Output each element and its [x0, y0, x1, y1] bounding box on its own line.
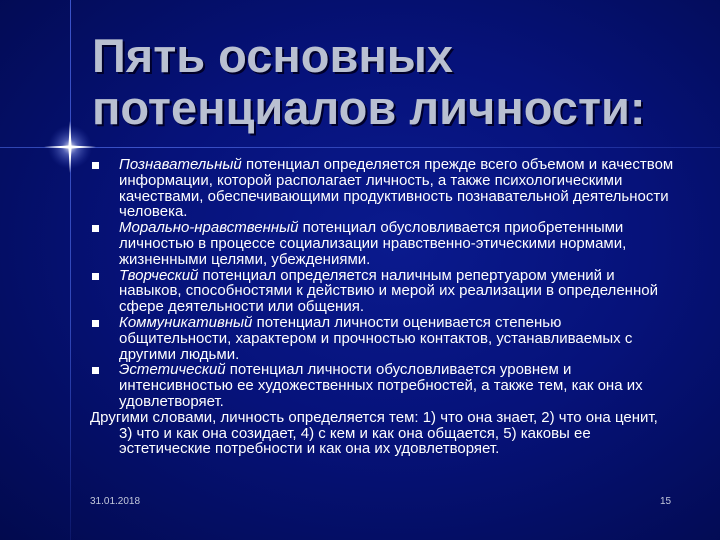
bullet-text: потенциал личности обусловливается уровнем и интенсивностью ее художественных потребностей, а также тем, как она их удовлетворяет. — [119, 361, 643, 410]
bullet-text: потенциал определяется наличным репертуаром умений и навыков, способностями к действию и мерой их реализации в определенной сфере деятельности или общения. — [119, 266, 658, 316]
bullet-text: потенциал определяется прежде всего объемом и качеством информации, которой располагает личность, а также психологическими качествами, обеспечивающими продуктивность познавательной деятельности человека. — [119, 156, 674, 221]
vertical-accent-line — [70, 0, 71, 540]
title-line-1: Пять основных — [92, 29, 454, 82]
slide-title — [92, 30, 692, 134]
bullet-item — [90, 315, 675, 362]
square-bullet-icon — [92, 273, 99, 280]
bullet-lead: Творческий — [119, 266, 199, 284]
bullet-item — [90, 220, 675, 267]
content-area — [90, 157, 675, 457]
bullet-text: потенциал личности оценивается степенью общительности, характером и прочностью контактов, устанавливаемых с другими людьми. — [119, 313, 633, 363]
square-bullet-icon — [92, 367, 99, 374]
bullet-lead: Коммуникативный — [119, 313, 253, 331]
square-bullet-icon — [92, 162, 99, 169]
bullet-lead: Морально-нравственный — [119, 219, 299, 237]
title-line-2: потенциалов личности: — [92, 81, 646, 134]
bullet-item — [90, 362, 675, 409]
slide-date: 31.01.2018 — [90, 496, 141, 507]
bullet-lead: Познавательный — [119, 156, 242, 173]
horizontal-accent-line — [0, 147, 720, 148]
bullet-text: потенциал обусловливается приобретенными личностью в процессе социализации нравственно-этическими нормами, жизненными целями, убеждениями. — [119, 219, 627, 268]
summary-paragraph: Другими словами, личность определяется тем: 1) что она знает, 2) что она ценит, 3) что и как она созидает, 4) с кем и как она общается, 5) каковы ее эстетические потребности и как она их удовлетворяет. — [90, 408, 658, 458]
square-bullet-icon — [92, 225, 99, 232]
bullet-lead: Эстетический — [119, 361, 226, 379]
bullet-item — [90, 268, 675, 315]
square-bullet-icon — [92, 320, 99, 327]
bullet-item — [90, 157, 675, 220]
slide-number: 15 — [660, 496, 672, 507]
